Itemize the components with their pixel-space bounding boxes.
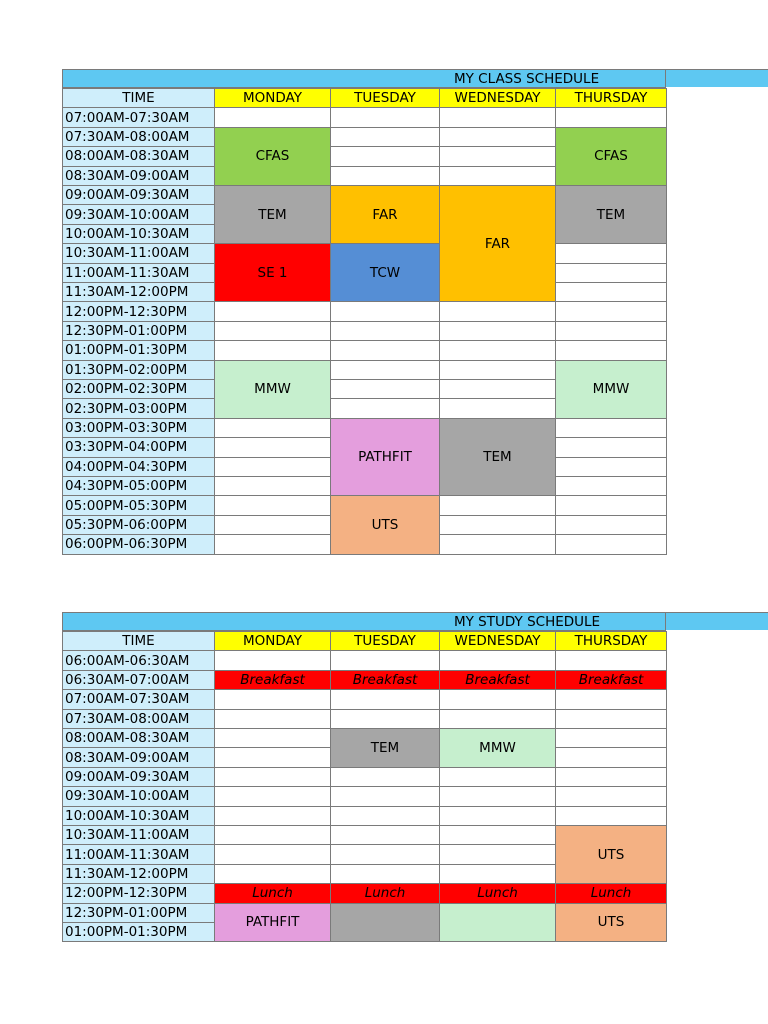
class-empty-cell bbox=[555, 437, 667, 457]
class-time-cell: 12:00PM-12:30PM bbox=[62, 301, 215, 321]
class-class-block: UTS bbox=[330, 495, 440, 554]
class-empty-cell bbox=[555, 263, 667, 283]
class-schedule-title-bar bbox=[62, 69, 768, 87]
study-empty-cell bbox=[214, 747, 331, 767]
study-empty-cell bbox=[330, 689, 440, 709]
class-empty-cell bbox=[330, 398, 440, 418]
class-empty-cell bbox=[555, 476, 667, 496]
study-empty-cell bbox=[214, 728, 331, 748]
class-empty-cell bbox=[439, 301, 556, 321]
study-class-block: UTS bbox=[555, 903, 667, 943]
class-empty-cell bbox=[330, 301, 440, 321]
study-empty-cell bbox=[214, 709, 331, 729]
class-class-block: SE 1 bbox=[214, 243, 331, 302]
class-empty-cell bbox=[439, 515, 556, 535]
study-class-block: Breakfast bbox=[330, 670, 440, 690]
study-empty-cell bbox=[555, 728, 667, 748]
study-empty-cell bbox=[214, 650, 331, 670]
class-class-block: TEM bbox=[439, 418, 556, 497]
class-time-cell: 11:00AM-11:30AM bbox=[62, 263, 215, 283]
class-empty-cell bbox=[330, 166, 440, 186]
study-empty-cell bbox=[555, 786, 667, 806]
class-time-cell: 12:30PM-01:00PM bbox=[62, 321, 215, 341]
class-empty-cell bbox=[555, 243, 667, 263]
study-empty-cell bbox=[439, 709, 556, 729]
class-time-cell: 08:00AM-08:30AM bbox=[62, 146, 215, 166]
class-time-cell: 05:00PM-05:30PM bbox=[62, 495, 215, 515]
study-class-block: Lunch bbox=[439, 883, 556, 903]
class-time-cell: 11:30AM-12:00PM bbox=[62, 282, 215, 302]
study-empty-cell bbox=[555, 650, 667, 670]
class-time-cell: 03:00PM-03:30PM bbox=[62, 418, 215, 438]
class-empty-cell bbox=[214, 457, 331, 477]
class-class-block: CFAS bbox=[555, 127, 667, 186]
class-empty-cell bbox=[555, 301, 667, 321]
study-class-block: Breakfast bbox=[214, 670, 331, 690]
study-time-cell: 07:30AM-08:00AM bbox=[62, 709, 215, 729]
class-time-cell: 09:00AM-09:30AM bbox=[62, 185, 215, 205]
study-time-cell: 12:30PM-01:00PM bbox=[62, 903, 215, 923]
study-empty-cell bbox=[439, 825, 556, 845]
class-empty-cell bbox=[555, 515, 667, 535]
class-empty-cell bbox=[214, 340, 331, 360]
class-empty-cell bbox=[330, 340, 440, 360]
class-time-cell: 10:30AM-11:00AM bbox=[62, 243, 215, 263]
study-header-thursday: THURSDAY bbox=[555, 631, 667, 651]
class-class-block: MMW bbox=[214, 360, 331, 419]
class-class-block: FAR bbox=[439, 185, 556, 302]
class-empty-cell bbox=[439, 534, 556, 554]
study-time-cell: 01:00PM-01:30PM bbox=[62, 922, 215, 942]
study-class-block: Breakfast bbox=[555, 670, 667, 690]
study-time-cell: 10:30AM-11:00AM bbox=[62, 825, 215, 845]
class-empty-cell bbox=[214, 107, 331, 127]
class-empty-cell bbox=[330, 107, 440, 127]
class-time-cell: 04:30PM-05:00PM bbox=[62, 476, 215, 496]
study-empty-cell bbox=[439, 806, 556, 826]
study-class-block: Breakfast bbox=[439, 670, 556, 690]
study-time-cell: 06:00AM-06:30AM bbox=[62, 650, 215, 670]
class-time-cell: 02:00PM-02:30PM bbox=[62, 379, 215, 399]
class-time-cell: 01:30PM-02:00PM bbox=[62, 360, 215, 380]
class-empty-cell bbox=[439, 398, 556, 418]
class-empty-cell bbox=[439, 146, 556, 166]
class-class-block: FAR bbox=[330, 185, 440, 244]
study-empty-cell bbox=[439, 767, 556, 787]
class-empty-cell bbox=[214, 437, 331, 457]
study-schedule-title-bar bbox=[62, 612, 768, 630]
class-empty-cell bbox=[214, 476, 331, 496]
class-class-block: TCW bbox=[330, 243, 440, 302]
study-empty-cell bbox=[439, 844, 556, 864]
class-time-cell: 07:00AM-07:30AM bbox=[62, 107, 215, 127]
class-empty-cell bbox=[330, 379, 440, 399]
study-time-cell: 11:00AM-11:30AM bbox=[62, 844, 215, 864]
class-header-monday: MONDAY bbox=[214, 88, 331, 108]
study-time-cell: 07:00AM-07:30AM bbox=[62, 689, 215, 709]
study-empty-cell bbox=[555, 689, 667, 709]
study-time-cell: 09:00AM-09:30AM bbox=[62, 767, 215, 787]
study-empty-cell bbox=[330, 767, 440, 787]
class-empty-cell bbox=[555, 282, 667, 302]
study-empty-cell bbox=[555, 709, 667, 729]
study-empty-cell bbox=[330, 786, 440, 806]
class-time-cell: 06:00PM-06:30PM bbox=[62, 534, 215, 554]
study-time-cell: 11:30AM-12:00PM bbox=[62, 864, 215, 884]
study-header-monday: MONDAY bbox=[214, 631, 331, 651]
class-empty-cell bbox=[439, 340, 556, 360]
study-time-cell: 10:00AM-10:30AM bbox=[62, 806, 215, 826]
class-header-thursday: THURSDAY bbox=[555, 88, 667, 108]
class-empty-cell bbox=[555, 534, 667, 554]
study-schedule-title: MY STUDY SCHEDULE bbox=[454, 614, 601, 630]
class-empty-cell bbox=[214, 301, 331, 321]
study-class-block: Lunch bbox=[555, 883, 667, 903]
class-empty-cell bbox=[330, 360, 440, 380]
class-empty-cell bbox=[439, 495, 556, 515]
class-empty-cell bbox=[214, 418, 331, 438]
study-empty-cell bbox=[214, 767, 331, 787]
class-empty-cell bbox=[214, 534, 331, 554]
class-time-cell: 10:00AM-10:30AM bbox=[62, 224, 215, 244]
study-empty-cell bbox=[330, 650, 440, 670]
class-time-cell: 05:30PM-06:00PM bbox=[62, 515, 215, 535]
study-empty-cell bbox=[214, 689, 331, 709]
class-class-block: CFAS bbox=[214, 127, 331, 186]
study-empty-cell bbox=[214, 844, 331, 864]
study-class-block: Lunch bbox=[330, 883, 440, 903]
study-empty-cell bbox=[330, 825, 440, 845]
class-time-cell: 01:00PM-01:30PM bbox=[62, 340, 215, 360]
study-empty-cell bbox=[439, 786, 556, 806]
class-empty-cell bbox=[555, 457, 667, 477]
study-class-block bbox=[439, 903, 556, 943]
study-class-block: Lunch bbox=[214, 883, 331, 903]
class-empty-cell bbox=[555, 340, 667, 360]
study-empty-cell bbox=[439, 689, 556, 709]
class-empty-cell bbox=[555, 321, 667, 341]
study-time-cell: 08:00AM-08:30AM bbox=[62, 728, 215, 748]
class-header-wednesday: WEDNESDAY bbox=[439, 88, 556, 108]
study-class-block: MMW bbox=[439, 728, 556, 768]
class-empty-cell bbox=[439, 321, 556, 341]
study-empty-cell bbox=[439, 650, 556, 670]
class-time-cell: 03:30PM-04:00PM bbox=[62, 437, 215, 457]
study-empty-cell bbox=[214, 864, 331, 884]
class-empty-cell bbox=[555, 418, 667, 438]
class-class-block: TEM bbox=[555, 185, 667, 244]
study-empty-cell bbox=[214, 806, 331, 826]
study-header-wednesday: WEDNESDAY bbox=[439, 631, 556, 651]
class-header-tuesday: TUESDAY bbox=[330, 88, 440, 108]
class-empty-cell bbox=[439, 127, 556, 147]
class-empty-cell bbox=[214, 495, 331, 515]
study-empty-cell bbox=[214, 825, 331, 845]
class-time-cell: 09:30AM-10:00AM bbox=[62, 204, 215, 224]
study-time-cell: 06:30AM-07:00AM bbox=[62, 670, 215, 690]
study-header-time: TIME bbox=[62, 631, 215, 651]
class-empty-cell bbox=[555, 495, 667, 515]
class-empty-cell bbox=[555, 107, 667, 127]
class-empty-cell bbox=[439, 360, 556, 380]
class-schedule-title: MY CLASS SCHEDULE bbox=[454, 71, 600, 87]
study-header-tuesday: TUESDAY bbox=[330, 631, 440, 651]
class-empty-cell bbox=[330, 127, 440, 147]
class-time-cell: 07:30AM-08:00AM bbox=[62, 127, 215, 147]
study-empty-cell bbox=[555, 747, 667, 767]
class-empty-cell bbox=[439, 166, 556, 186]
class-time-cell: 08:30AM-09:00AM bbox=[62, 166, 215, 186]
class-class-block: TEM bbox=[214, 185, 331, 244]
class-time-cell: 02:30PM-03:00PM bbox=[62, 398, 215, 418]
study-class-block: TEM bbox=[330, 728, 440, 768]
study-time-cell: 12:00PM-12:30PM bbox=[62, 883, 215, 903]
class-class-block: MMW bbox=[555, 360, 667, 419]
study-empty-cell bbox=[330, 806, 440, 826]
class-empty-cell bbox=[214, 515, 331, 535]
class-empty-cell bbox=[439, 379, 556, 399]
study-time-cell: 08:30AM-09:00AM bbox=[62, 747, 215, 767]
study-empty-cell bbox=[330, 709, 440, 729]
study-class-block: UTS bbox=[555, 825, 667, 884]
study-empty-cell bbox=[555, 767, 667, 787]
study-class-block bbox=[330, 903, 440, 943]
study-empty-cell bbox=[555, 806, 667, 826]
class-empty-cell bbox=[330, 321, 440, 341]
class-empty-cell bbox=[330, 146, 440, 166]
class-class-block: PATHFIT bbox=[330, 418, 440, 497]
study-empty-cell bbox=[214, 786, 331, 806]
class-empty-cell bbox=[439, 107, 556, 127]
class-empty-cell bbox=[214, 321, 331, 341]
study-class-block: PATHFIT bbox=[214, 903, 331, 943]
study-empty-cell bbox=[330, 864, 440, 884]
study-empty-cell bbox=[330, 844, 440, 864]
class-header-time: TIME bbox=[62, 88, 215, 108]
study-time-cell: 09:30AM-10:00AM bbox=[62, 786, 215, 806]
study-empty-cell bbox=[439, 864, 556, 884]
class-time-cell: 04:00PM-04:30PM bbox=[62, 457, 215, 477]
